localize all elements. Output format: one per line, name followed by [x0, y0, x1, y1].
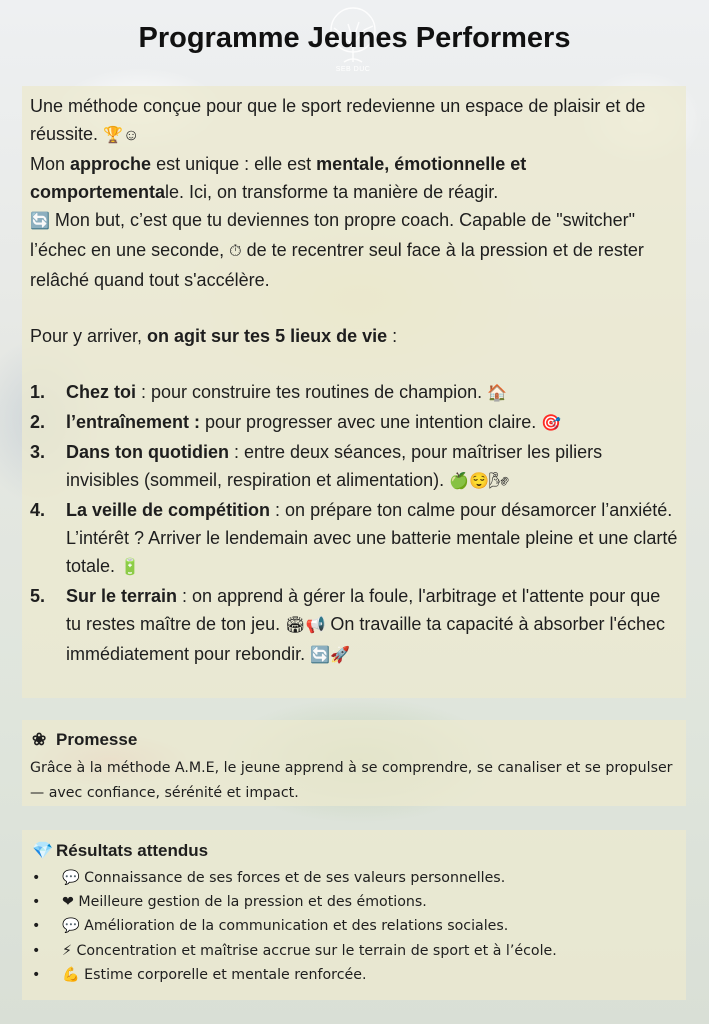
bullet-icon: • [32, 870, 41, 886]
item-title: La veille de compétition [66, 500, 271, 520]
page-title: Programme Jeunes Performers [138, 22, 571, 54]
intro-line: Une méthode conçue pour que le sport redevienne un espace de plaisir et de réussite. [30, 96, 646, 144]
item-text: On travaille ta capacité à absorber l'échec immédiatement pour rebondir. [66, 614, 665, 664]
item-number: 4. [30, 500, 46, 520]
target-icon: 🎯 [541, 415, 562, 432]
bullet-icon: • [32, 894, 41, 911]
places-list [30, 378, 680, 670]
list-item [30, 963, 680, 987]
promise-heading [32, 730, 137, 750]
lead-text: Pour y arriver, [30, 326, 148, 346]
trophy-smile-icon: 🏆☺ [103, 127, 140, 144]
intro-bold: mentale, émotionnelle et comportementa [30, 154, 527, 202]
lightning-icon: ⚡ [62, 942, 72, 959]
item-number: 5. [30, 586, 46, 606]
speech-bubble-icon: 💬 [62, 870, 80, 886]
list-item [30, 866, 680, 890]
lead-bold: on agit sur tes 5 lieux de vie [147, 326, 388, 346]
result-text: Concentration et maîtrise accrue sur le terrain de sport et à l’école. [71, 942, 557, 959]
item-title: Chez toi [66, 382, 136, 402]
item-title: Sur le terrain [66, 586, 178, 606]
result-text: Meilleure gestion de la pression et des émotions. [73, 894, 427, 911]
list-item [30, 438, 680, 496]
item-title: l’entraînement : [66, 412, 201, 432]
bullet-icon: • [32, 966, 41, 983]
results-list [30, 866, 680, 987]
bullet-icon: • [32, 918, 41, 935]
intro-section [30, 92, 680, 670]
intro-text: le. Ici, on transforme ta manière de réagir. [165, 182, 499, 202]
results-heading-label: Résultats attendus [56, 841, 209, 860]
intro-text: de te recentrer seul face à la pression et de rester relâché quand tout s'accélère. [30, 240, 644, 290]
home-icon: 🏠 [487, 385, 508, 402]
list-item [30, 890, 680, 914]
list-item [30, 582, 680, 670]
result-text: Connaissance de ses forces et de ses valeurs personnelles. [79, 870, 506, 886]
item-text: : on prépare ton calme pour désamorcer l’anxiété. L’intérêt ? Arriver le lendemain avec une batterie mentale pleine et une clarté totale. [66, 500, 678, 576]
item-number: 2. [30, 412, 46, 432]
speech-bubble-icon: 💬 [62, 918, 80, 935]
apple-relief-wind-icon: 🍏😌🌬 [449, 473, 510, 490]
item-title: Dans ton quotidien [66, 442, 229, 462]
results-heading [32, 841, 208, 861]
promise-heading-label: Promesse [56, 730, 138, 749]
stopwatch-icon: ⏱ [229, 243, 242, 260]
item-text: : on apprend à gérer la foule, l'arbitrage et l'attente pour que tu restes maître de ton jeu. [66, 586, 661, 634]
lead-line [30, 322, 680, 350]
refresh-icon: 🔄 [30, 213, 50, 230]
battery-icon: 🔋 [120, 559, 140, 576]
flower-icon: ❀ [32, 730, 47, 749]
refresh-rocket-icon: 🔄🚀 [310, 647, 350, 664]
item-number: 3. [30, 442, 46, 462]
diamond-icon: 💎 [32, 841, 54, 860]
item-text: : entre deux séances, pour maîtriser les piliers invisibles (sommeil, respiration et alimentation). [66, 442, 603, 490]
promise-text: Grâce à la méthode A.M.E, le jeune apprend à se comprendre, se canaliser et se propulser — avec confiance, sérénité et impact. [30, 760, 673, 801]
list-item [30, 378, 680, 408]
intro-paragraph [30, 92, 680, 294]
list-item [30, 496, 680, 582]
list-item [30, 914, 680, 938]
item-text: pour progresser avec une intention claire. [200, 412, 542, 432]
intro-bold: approche [70, 154, 152, 174]
intro-text: Mon but, c’est que tu deviennes ton propre coach. Capable de "switcher" l’échec en une seconde, [30, 210, 636, 260]
intro-text: est unique : elle est [151, 154, 317, 174]
stadium-megaphone-icon: 🏟📢 [285, 617, 326, 634]
muscle-icon: 💪 [62, 966, 80, 983]
result-text: Amélioration de la communication et des relations sociales. [79, 918, 509, 935]
intro-text: Mon [30, 154, 71, 174]
bullet-icon: • [32, 942, 41, 959]
list-item [30, 939, 680, 963]
item-number: 1. [30, 382, 46, 402]
result-text: Estime corporelle et mentale renforcée. [79, 966, 367, 983]
list-item [30, 408, 680, 438]
item-text: : pour construire tes routines de champion. [136, 382, 488, 402]
lead-text: : [387, 326, 398, 346]
heart-icon: ❤ [62, 894, 74, 911]
logo-text: SEB DUC [335, 66, 371, 73]
